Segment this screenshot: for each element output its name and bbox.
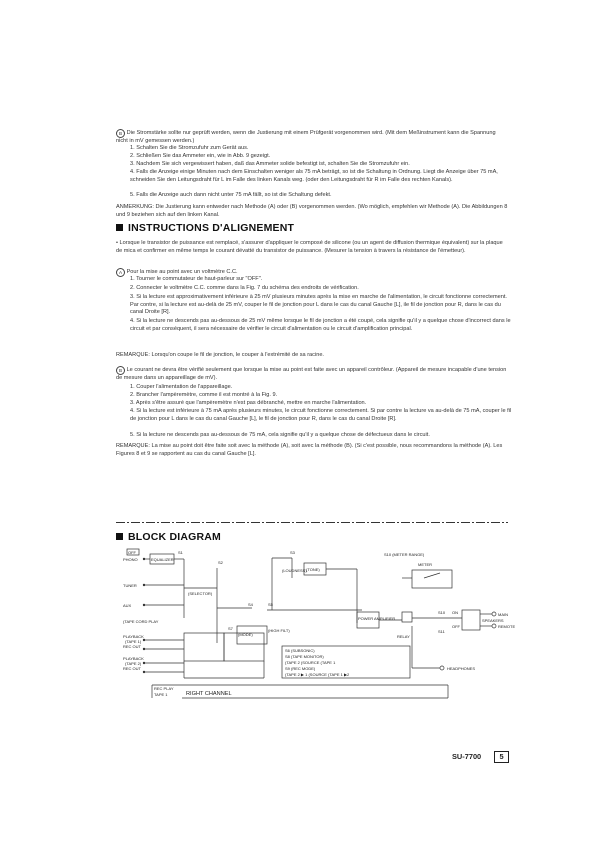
french-b-step-1: 1. Couper l'alimentation de l'appareillage. [130, 384, 233, 390]
diagram-label-rec-play: REC PLAY [154, 686, 174, 691]
diagram-label-tone: (TONE) [306, 567, 320, 572]
diagram-label-off-2: OFF [452, 624, 460, 629]
diagram-label-speakers: SPEAKERS [482, 618, 504, 623]
diagram-label-s5: S5 [268, 602, 273, 607]
diagram-label-s7: S7 [228, 626, 233, 631]
circle-b-marker-2: B [116, 366, 125, 375]
german-step-3: 3. Nachdem Sie sich vergewissert haben, daß das Ammeter solide befestigt ist, schalten Sie die Stromzufuhr ein. [130, 161, 410, 167]
diagram-label-equalizer: EQUALIZER [151, 557, 174, 562]
circle-a-marker: A [116, 268, 125, 277]
diagram-label-relay: RELAY [397, 634, 410, 639]
french-b-step-4: 4. Si la lecture est inférieure à 75 mA après plusieurs minutes, le circuit fonctionne correctement. Si par contre la lecture va au-delà de 75 mA, couper le fil de jonction pour L dans le cas du canal Gauche [L], le fil de jonction pour R, dans le cas du canal Droite [R]. [130, 408, 512, 422]
diagram-label-mode: (MODE) [238, 632, 253, 637]
french-a-step-1: 1. Tourner le commutateur de haut-parleur sur "OFF". [130, 276, 263, 282]
instructions-heading: INSTRUCTIONS D'ALIGNEMENT [116, 222, 294, 234]
bullet-dot-icon: • [116, 240, 120, 246]
diagram-label-playback-2: PLAYBACK [123, 656, 144, 661]
french-remarque-2: REMARQUE: La mise au point doit être faite soit avec la méthode (A), soit avec la méthode (B). (Si c'est possible, nous recommandons la méthode (A). Les Figures 8 et 9 se rapportent au cas du canal Gauche [L]. [116, 443, 503, 457]
diagram-label-tape: TAPE 1 [154, 692, 168, 697]
diagram-label-headphones: HEADPHONES [447, 666, 476, 671]
diagram-label-off: OFF [128, 550, 136, 555]
model-number: SU-7700 [452, 752, 482, 761]
circle-b-marker: B [116, 129, 125, 138]
diagram-label-s11: S11 [438, 629, 445, 634]
diagram-label-aux: AUX [123, 603, 132, 608]
diagram-label-main: MAIN [498, 612, 508, 617]
diagram-label-selector: (SELECTOR) [188, 591, 213, 596]
french-b-step-3: 3. Après s'être assuré que l'ampèremètre n'est pas débranché, mettre en marche l'alimentation. [130, 400, 367, 406]
german-step-5: 5. Falls die Anzeige auch dann nicht unter 75 mA fällt, so ist die Schaltung defekt. [130, 192, 332, 198]
diagram-label-subsonic: S6 (SUBSONIC) [285, 648, 315, 653]
german-step-1: 1. Schalten Sie die Stromzufuhr zum Gerät aus. [130, 145, 249, 151]
french-a-step-4: 4. Si la lecture ne descends pas au-dessous de 25 mV même lorsque le fil de jonction a été coupé, cela signifie qu'il y a quelque chose d'incorrect dans le circuit et par conséquent, il sera nécessaire de vérifier le circuit d'alimentation ou le circuit d'amplification principal. [130, 318, 511, 332]
diagram-label-right-channel: RIGHT CHANNEL [186, 691, 232, 697]
french-b-intro: B Le courant ne devra être vérifié seulement que lorsque la mise au point est faite avec un appareil contrôleur. (Appareil de mesure incapable d'une tension de mesure dans un appareillage de mV). [116, 367, 507, 381]
diagram-label-meter: METER [418, 562, 432, 567]
diagram-label-playback-1: PLAYBACK [123, 634, 144, 639]
diagram-label-rec-mode: S9 (REC MODE) [285, 666, 316, 671]
diagram-label-tape-2: (TAPE 2) [125, 661, 142, 666]
block-diagram-heading: BLOCK DIAGRAM [116, 531, 221, 543]
diagram-label-tuner: TUNER [123, 583, 137, 588]
german-step-2: 2. Schließen Sie das Ammeter ein, wie in Abb. 9 gezeigt. [130, 153, 271, 159]
diagram-label-tape-cord: (TAPE CORD PLAY [123, 619, 159, 624]
german-note [116, 204, 508, 219]
section-separator [116, 520, 508, 525]
diagram-label-tape-1: (TAPE 1) [125, 639, 142, 644]
page-number: 5 [494, 751, 509, 763]
german-note-text: Die Justierung kann entweder nach Methode (A) oder (B) vorgenommen werden. (Wo möglich, empfehlen wir Methode (A). Die Abbildungen 8 und 9 beziehen sich auf den linken Kanal. [116, 204, 508, 218]
heading-square-icon-2 [116, 533, 123, 540]
diagram-label-remote: REMOTE [498, 624, 516, 629]
diagram-label-s4: S4 [248, 602, 253, 607]
heading-square-icon [116, 224, 123, 231]
diagram-label-meter-range: S10 (METER RANGE) [384, 552, 425, 557]
diagram-label-tape-monitor: S8 (TAPE MONITOR) [285, 654, 324, 659]
diagram-label-rec-out-1: REC OUT [123, 644, 141, 649]
french-b-step-5: 5. Si la lecture ne descends pas au-dessous de 75 mA, cela signifie qu'il y a quelque chose de défectueux dans le circuit. [130, 432, 430, 438]
french-a-step-2: 2. Connecter le voltmètre C.C. comme dans la Fig. 7 du schéma des endroits de vérification. [130, 285, 359, 291]
german-b-intro: B Die Stromstärke sollte nur geprüft werden, wenn die Justierung mit einem Prüfgerät vorgenommen wird. (Mit dem Meßinstrument kann die Spannung nicht in mV gemessen werden.) [116, 130, 496, 144]
diagram-label-on: ON [452, 610, 458, 615]
diagram-label-loudness: (LOUDNESS) [282, 568, 307, 573]
french-bullet: • Lorsque le transistor de puissance est remplacé, s'assurer d'appliquer le composé de silicone (ou un agent de diffusion thermique équivalent) sur la plaque de mica et confirmer en même temps le courant dévatté du transistor de puissance. (Mesurer la tension à travers la résistance de l'émetteur). [116, 240, 503, 254]
block-diagram [122, 548, 517, 750]
french-b-step-2: 2. Brancher l'ampèremètre, comme il est montré à la Fig. 9. [130, 392, 278, 398]
diagram-label-s2: S2 [218, 560, 223, 565]
diagram-label-s3: S3 [290, 550, 295, 555]
french-a-step-3: 3. Si la lecture est approximativement inférieure à 25 mV plusieurs minutes après la mise en marche de l'alimentation, le circuit fonctionne correctement. Par contre, si la lecture est au-delà de 25 mV, couper le fil de jonction pour L dans le cas du canal Gauche [L], ile fil de jonction pour R, dans le cas du canal Droite [R]. [130, 294, 507, 316]
diagram-label-s10: S10 [438, 610, 446, 615]
diagram-label-monitor-opts: (TAPE 2 (SOURCE (TAPE 1 [285, 660, 336, 665]
diagram-label-rec-opts: (TAPE 2 ▶ 1 (SOURCE (TAPE 1 ▶2 [285, 672, 350, 677]
diagram-label-phono: PHONO [123, 557, 138, 562]
diagram-label-power-amp: POWER AMPLIFIER [358, 616, 396, 621]
french-a-intro: A Pour la mise au point avec un voltmètre C.C. [116, 268, 508, 277]
german-note-label: ANMERKUNG: [116, 204, 154, 210]
diagram-label-high-filt: (HIGH FILT) [268, 628, 290, 633]
german-step-4: 4. Falls die Anzeige einige Minuten nach dem Einschalten weniger als 75 mA beträgt, so ist die Schaltung in Ordnung. Liegt die Anzeige über 75 mA, schneiden Sie den Leitungsdraht für L im Falle des linken Kanals weg. (oder den Leitungsdraht für R im Falle des rechten Kanals). [130, 169, 498, 183]
diagram-label-s1: S1 [178, 550, 183, 555]
french-remarque-1: REMARQUE: Lorsqu'on coupe le fil de jonction, le couper à l'extrémité de sa racine. [116, 352, 324, 358]
diagram-label-rec-out-2: REC OUT [123, 666, 141, 671]
